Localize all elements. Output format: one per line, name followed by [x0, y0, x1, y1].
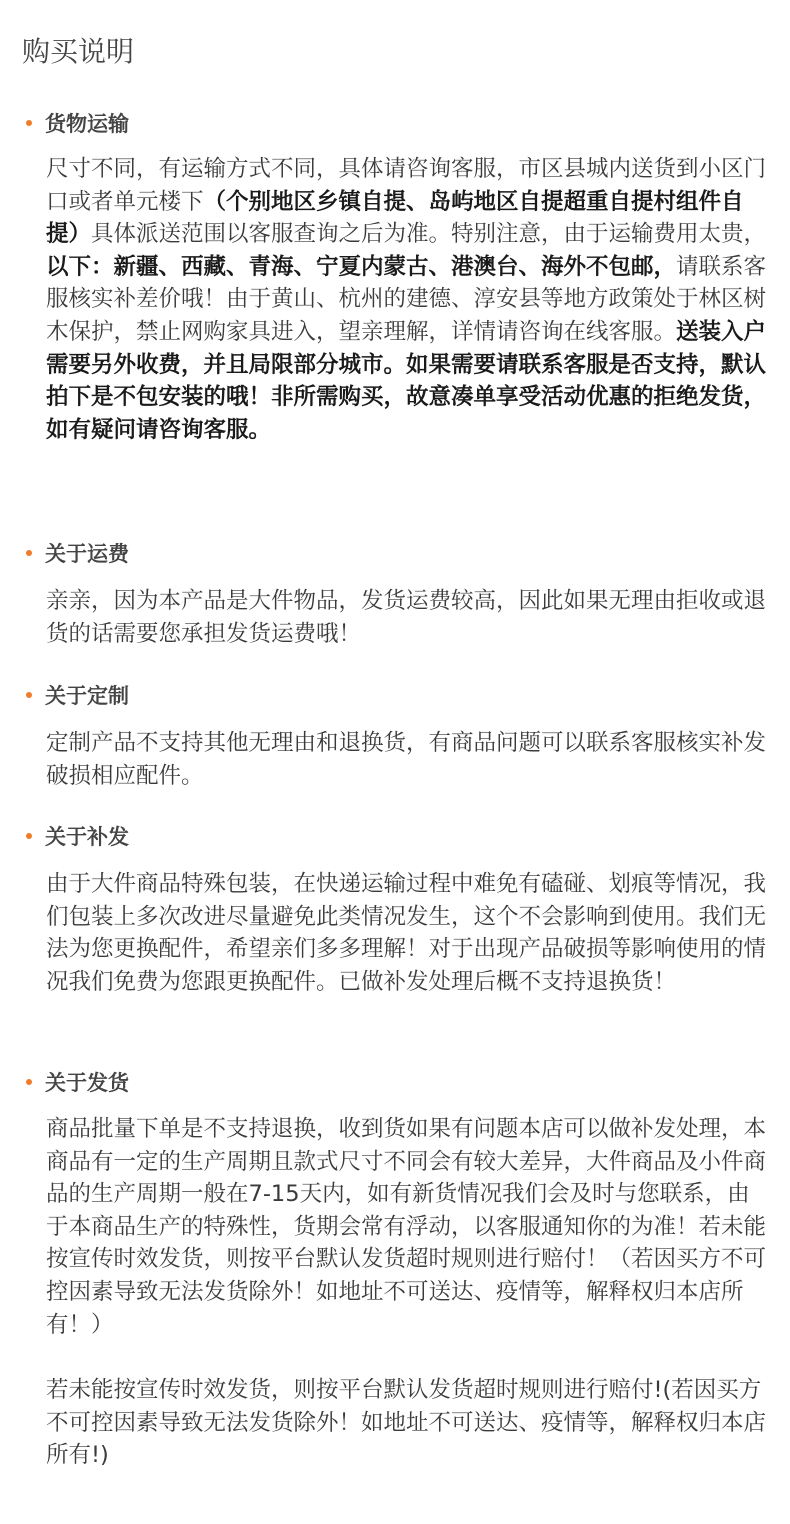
bullet-dot-icon: [26, 120, 32, 126]
section-header: [0, 1068, 790, 1098]
bullet-dot-icon: [26, 833, 32, 839]
delivery-paragraph: 商品批量下单是不支持退换，收到货如果有问题本店可以做补发处理，本商品有一定的生产周期且款式尺寸不同会有较大差异，大件商品及小件商品的生产周期一般在7-15天内，如有新货情况我们会及时与您联系，由于本商品生产的特殊性，货期会常有浮动，以客服通知你的为准！若未能按宣传时效发货，则按平台默认发货超时规则进行赔付！（若因买方不可控因素导致无法发货除外！如地址不可送达、疫情等，解释权归本店所有！）: [46, 1116, 767, 1338]
page-title: 购买说明: [22, 35, 135, 68]
custom-paragraph: 定制产品不支持其他无理由和退换货，有商品问题可以联系客服核实补发破损相应配件。: [46, 730, 767, 789]
section-reissue: [0, 822, 790, 995]
text-segment-emphasis: 以下：新疆、西藏、青海、宁夏内蒙古、港澳台、海外不包邮，: [46, 253, 677, 280]
bullet-dot-icon: [26, 1079, 32, 1085]
section-title: 关于补发: [45, 825, 129, 849]
delivery-compensation-note: 若未能按宣传时效发货，则按平台默认发货超时规则进行赔付!(若因买方不可控因素导致无法发货除外！如地址不可送达、疫情等，解释权归本店所有!): [46, 1377, 767, 1469]
section-title: 关于发货: [45, 1071, 129, 1095]
text-segment-emphasis: （个别地区乡镇自提、岛屿地区自提超重自提村组件自提）: [46, 188, 744, 248]
section-shipping: [0, 109, 790, 443]
text-segment: 请联系客服核实补差价哦！由于黄山、杭州的建德、淳安县等地方政策处于林区树木保护，禁止网购家具进入，望亲理解，详情请咨询在线客服。: [46, 253, 767, 345]
section-header: [0, 822, 790, 852]
bullet-dot-icon: [26, 550, 32, 556]
section-title: 货物运输: [45, 112, 129, 136]
section-header: [0, 681, 790, 711]
text-segment: 具体派送范围以客服查询之后为准。特别注意，由于运输费用太贵，: [91, 221, 767, 248]
freight-paragraph: 亲亲，因为本产品是大件物品，发货运费较高，因此如果无理由拒收或退货的话需要您承担发货运费哦！: [46, 588, 767, 647]
reissue-paragraph: 由于大件商品特殊包装，在快递运输过程中难免有磕碰、划痕等情况，我们包装上多次改进尽量避免此类情况发生，这个不会影响到使用。我们无法为您更换配件，希望亲们多多理解！对于出现产品破损等影响使用的情况我们免费为您跟更换配件。已做补发处理后概不支持退换货！: [46, 871, 767, 995]
section-custom: [0, 681, 790, 789]
section-delivery: [0, 1068, 790, 1469]
section-freight: [0, 539, 790, 647]
bullet-dot-icon: [26, 692, 32, 698]
section-title: 关于运费: [45, 542, 129, 566]
section-title: 关于定制: [45, 684, 129, 708]
text-segment-emphasis: 送装入户需要另外收费，并且局限部分城市。如果需要请联系客服是否支持，默认拍下是不包安装的哦！非所需购买，故意凑单享受活动优惠的拒绝发货，如有疑问请咨询客服。: [46, 318, 767, 443]
shipping-paragraph: [46, 153, 768, 446]
section-header: [0, 109, 790, 139]
section-header: [0, 539, 790, 569]
text-segment: 尺寸不同，有运输方式不同，具体请咨询客服，市区县城内送货到小区门口或者单元楼下: [46, 156, 767, 215]
